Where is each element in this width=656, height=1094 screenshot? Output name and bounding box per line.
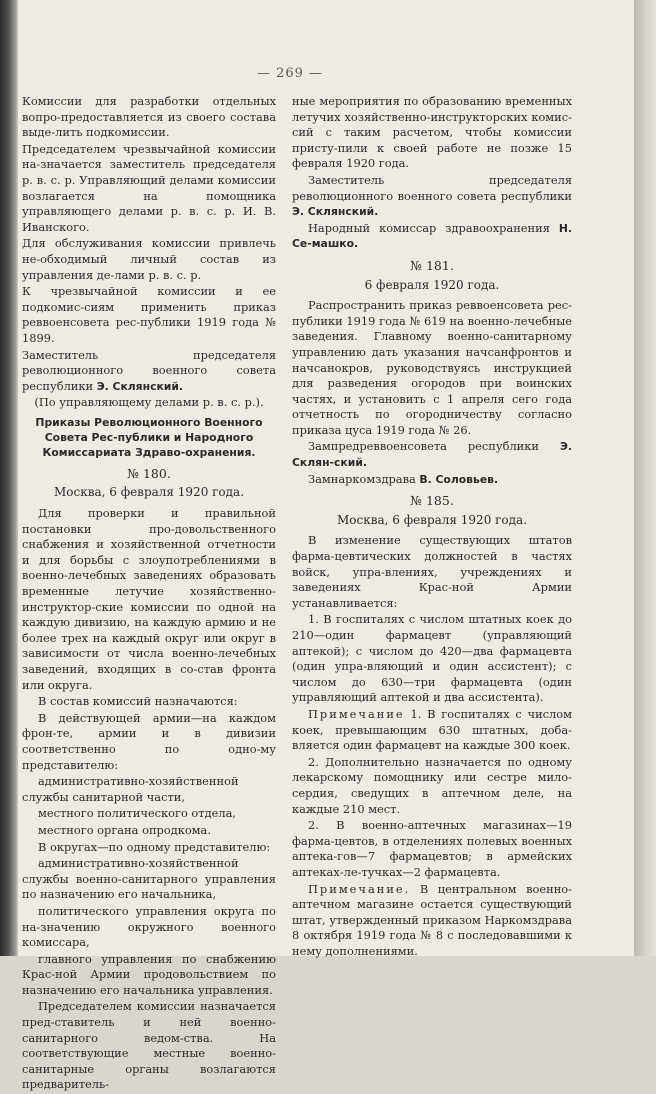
left-column xyxy=(22,94,276,1094)
left-paragraph xyxy=(22,711,276,773)
paragraph-text: Замнаркомздрава xyxy=(308,471,416,486)
paragraph-text: К чрезвычайной комиссии и ее подкомис-сиям применить приказ реввоенсовета рес-публики 1919 года № 1899. xyxy=(22,284,276,345)
paragraph-text: Председателем комиссии назначается пред-ставитель и ней военно-санитарного ведом-ства. На соответствующие местные военно-санитарные органы возлагаются предваритель- xyxy=(22,999,276,1092)
paragraph-text: Заместитель председателя революционного военного совета республики xyxy=(292,172,572,203)
book-spine-shadow xyxy=(0,0,18,956)
right-paragraph xyxy=(292,94,572,172)
paragraph-text: (По управляющему делами р. в. с. р.). xyxy=(34,395,264,410)
right-paragraph xyxy=(292,298,572,438)
paragraph-text: Председателем чрезвычайной комиссии на-значается заместитель председателя р. в. с. р. Управляющий делами комиссии возлагается на помощника управляющего делами р. в. с. р. И. В. Иванского. xyxy=(22,141,276,234)
paragraph-text: Народный комиссар здравоохранения xyxy=(308,220,550,235)
right-paragraph xyxy=(292,221,572,252)
right-paragraph xyxy=(292,755,572,817)
paragraph-text: В округах—по одному представителю: xyxy=(38,839,271,854)
paragraph-text: В центральном военно-аптечном магазине остается существующий штат, утвержденный приказом Наркомздрава 8 октября 1919 года № 8 с последовавшими к нему дополнениями. xyxy=(292,881,572,958)
paragraph-text: Зампредреввоенсовета республики xyxy=(308,439,539,454)
note-label: Примечание xyxy=(308,706,405,721)
left-paragraph xyxy=(22,806,276,822)
paragraph-text: ные мероприятия по образованию временных летучих хозяйственно-инструкторских комис-сий с таким расчетом, чтобы комиссии присту-пили к своей работе не позже 15 февраля 1920 года. xyxy=(292,94,572,171)
paragraph-text: 2. В военно-аптечных магазинах—19 фарма-цевтов, в отделениях полевых военных аптека-гов—7 фармацевтов; в армейских аптеках-ле-тучках—2 фармацевта. xyxy=(292,818,572,879)
paragraph-text: Для обслуживания комиссии привлечь не-обходимый личный состав из управления де-лами р. в. с. р. xyxy=(22,236,276,282)
paragraph-text: местного политического отдела, xyxy=(38,806,236,821)
left-paragraph xyxy=(22,904,276,951)
paragraph-text: В состав комиссий назначаются: xyxy=(38,694,238,709)
left-paragraph xyxy=(22,348,276,395)
right-paragraph xyxy=(292,707,572,754)
left-paragraph xyxy=(22,856,276,903)
right-order-number: № 185. xyxy=(410,493,454,509)
left-paragraph xyxy=(22,506,276,693)
left-paragraph xyxy=(22,694,276,710)
paragraph-text: Комиссии для разработки отдельных вопро-предоставляется из своего состава выде-лить подкомиссии. xyxy=(22,94,276,140)
right-order-number: № 181. xyxy=(410,257,454,273)
left-paragraph xyxy=(22,840,276,856)
right-paragraph xyxy=(292,818,572,880)
left-order-date: Москва, 6 февраля 1920 года. xyxy=(53,485,245,500)
paragraph-text: административно-хозяйственной службы военно-санитарного управления по назначению его начальника, xyxy=(22,856,276,902)
paragraph-text: Для проверки и правильной постановки про-довольственного снабжения и хозяйственной отчетности и для борьбы с злоупотреблениями в военно-лечебных заведениях образовать временные летучие хозяйственно-инструктор-ские комиссии по одной на каждую дивизию, на каждую армию и не более трех на каждый округ или округ в зависимости от числа военно-лечебных заведений, входящих в со-став фронта или округа. xyxy=(22,506,276,692)
signature-name: В. Соловьев. xyxy=(419,472,499,486)
paragraph-text: Распространить приказ реввоенсовета рес-публики 1919 года № 619 на военно-лечебные заведения. Главному военно-санитарному управлению дать указания начсанфронтов и начсанокров, руководствуясь инструкцией для разведения огородов при воинских частях, и установить с 1 апреля сего года отчетность по огородничеству согласно приказа цуса 1919 года № 26. xyxy=(292,298,572,437)
paragraph-text: 1. В госпиталях с числом штатных коек до 210—один фармацевт (управляющий аптекой); с числом до 420—два фармацевта (один упра-вляющий и один ассистент); с числом до 630—три фармацевта (один управляющий аптекой и два ассистента). xyxy=(292,612,572,705)
left-paragraph xyxy=(22,142,276,236)
signature-name: Н. Се-машко. xyxy=(292,221,572,251)
paragraph-text: В изменение существующих штатов фарма-цевтических должностей в частях войск, упра-влениях, учреждениях и заведениях Крас-ной Армии устанавливается: xyxy=(292,533,572,610)
paragraph-text: 2. Дополнительно назначается по одному лекарскому помощнику или сестре мило-сердия, сведущих в аптечном деле, на каждые 210 мест. xyxy=(292,754,572,816)
note-label: Примечание. xyxy=(308,881,411,896)
left-paragraph xyxy=(22,823,276,839)
right-paragraph xyxy=(292,439,572,470)
left-paragraph xyxy=(22,999,276,1093)
left-paragraph xyxy=(22,774,276,805)
signature-name: Э. Склян-ский. xyxy=(292,440,572,470)
signature-name: Э. Склянский. xyxy=(292,205,379,219)
right-order-date: Москва, 6 февраля 1920 года. xyxy=(336,512,528,527)
paragraph-text: Заместитель председателя революционного военного совета республики xyxy=(22,347,276,393)
right-paragraph xyxy=(292,173,572,220)
left-paragraph xyxy=(22,236,276,283)
paragraph-text: главного управления по снабжению Крас-ной Армии продовольствием по назначению его начальника управления. xyxy=(22,951,276,997)
page-number: — 269 — xyxy=(256,66,324,81)
page-edge xyxy=(634,0,656,956)
paragraph-text: В действующей армии—на каждом фрон-те, армии и в дивизии соответственно по одно-му представителю: xyxy=(22,710,276,772)
left-order-number: № 180. xyxy=(127,465,171,481)
right-paragraph xyxy=(292,472,572,488)
paragraph-text: 1. В госпиталях с числом коек, превышающим 630 штатных, доба-вляется один фармацевт на каждые 300 коек. xyxy=(292,706,573,753)
left-paragraph xyxy=(22,952,276,999)
right-order-date: 6 февраля 1920 года. xyxy=(364,277,500,292)
left-paragraph xyxy=(22,284,276,346)
right-paragraph xyxy=(292,882,572,960)
signature-name: Э. Склянский. xyxy=(96,379,184,393)
left-section-heading: Приказы Революционного Военного Совета Рес-публики и Народного Комиссариата Здраво-охранения. xyxy=(35,415,263,459)
right-column xyxy=(292,94,572,960)
paragraph-text: политического управления округа по на-значению окружного военного комиссара, xyxy=(22,903,276,950)
right-paragraph xyxy=(292,533,572,611)
left-paragraph xyxy=(22,395,276,411)
left-paragraph xyxy=(22,94,276,141)
right-paragraph xyxy=(292,612,572,706)
paragraph-text: местного органа опродкома. xyxy=(38,822,211,837)
paragraph-text: административно-хозяйственной службы санитарной части, xyxy=(22,774,239,804)
